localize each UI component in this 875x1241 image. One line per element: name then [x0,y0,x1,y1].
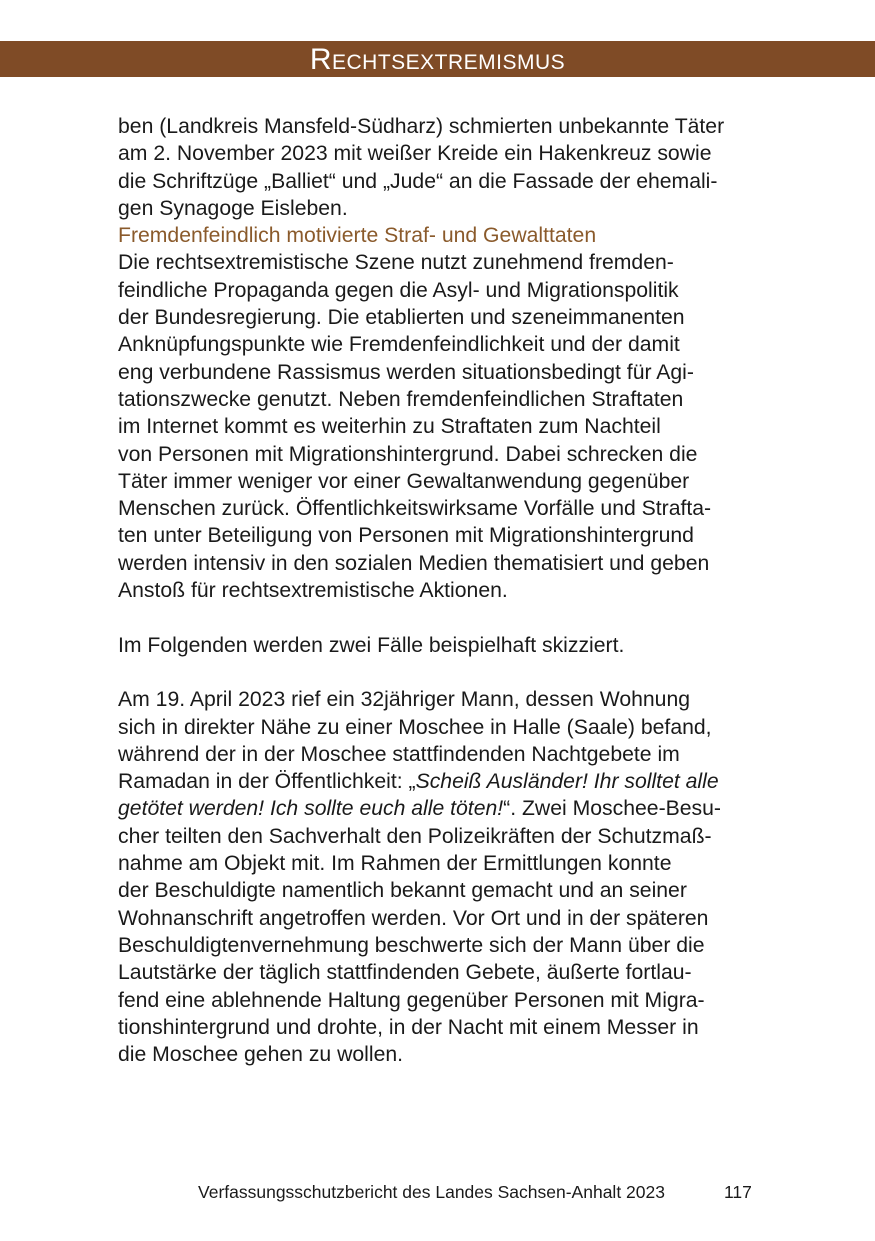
text-line: Täter immer weniger vor einer Gewaltanwendung gegenüber [118,469,690,493]
text-line: fend eine ablehnende Haltung gegenüber Personen mit Migra- [118,988,705,1012]
text-line: der Beschuldigte namentlich bekannt gemacht und an seiner [118,879,687,903]
text-line: tationszwecke genutzt. Neben fremdenfeindlichen Straftaten [118,387,684,411]
text-fragment: “. Zwei Moschee-Besu- [503,797,721,821]
text-line: Anstoß für rechtsextremistische Aktionen. [118,579,508,603]
text-line [118,768,768,795]
text-line: die Moschee gehen zu wollen. [118,1043,404,1067]
paragraph-xenophobic-propaganda [118,249,768,604]
footer-publication-title: Verfassungsschutzbericht des Landes Sachsen-Anhalt 2023 [198,1182,665,1202]
page-content [118,113,768,1068]
text-line: tionshintergrund und drohte, in der Nacht mit einem Messer in [118,1015,699,1039]
text-line: eng verbundene Rassismus werden situationsbedingt für Agi- [118,360,694,384]
quoted-statement: Scheiß Ausländer! Ihr solltet alle [415,770,719,794]
text-line: feindliche Propaganda gegen die Asyl- und Migrationspolitik [118,278,679,302]
text-line: die Schriftzüge „Balliet“ und „Jude“ an die Fassade der ehemali- [118,169,718,193]
text-fragment: Ramadan in der Öffentlichkeit: „ [118,770,416,794]
section-title: Rechtsextremismus [309,43,566,76]
text-line: gen Synagoge Eisleben. [118,196,348,220]
text-line: Am 19. April 2023 rief ein 32jähriger Mann, dessen Wohnung [118,688,691,712]
text-line: der Bundesregierung. Die etablierten und szeneimmanenten [118,306,685,330]
text-line: Beschuldigtenvernehmung beschwerte sich der Mann über die [118,933,705,957]
text-line: während der in der Moschee stattfindenden Nachtgebete im [118,742,680,766]
text-line: Lautstärke der täglich stattfindenden Gebete, äußerte fortlau- [118,961,692,985]
text-line: Wohnanschrift angetroffen werden. Vor Ort und in der späteren [118,906,709,930]
page-number: 117 [724,1182,752,1202]
text-line: am 2. November 2023 mit weißer Kreide ein Hakenkreuz sowie [118,142,712,166]
text-line: ten unter Beteiligung von Personen mit Migrationshintergrund [118,524,694,548]
text-line: Menschen zurück. Öffentlichkeitswirksame Vorfälle und Strafta- [118,497,712,521]
page-footer [0,1178,875,1208]
text-line: sich in direkter Nähe zu einer Moschee in Halle (Saale) befand, [118,715,712,739]
subsection-heading: Fremdenfeindlich motivierte Straf- und Gewalttaten [118,224,597,248]
quoted-statement: getötet werden! Ich sollte euch alle töten! [118,797,504,821]
text-line: ben (Landkreis Mansfeld-Südharz) schmierten unbekannte Täter [118,115,725,138]
text-line: werden intensiv in den sozialen Medien thematisiert und geben [118,551,710,575]
paragraph-mosque-case [118,686,768,1068]
text-line [118,795,768,822]
paragraph-intro-cases: Im Folgenden werden zwei Fälle beispielhaft skizziert. [118,633,625,657]
text-line: Die rechtsextremistische Szene nutzt zunehmend fremden- [118,251,674,275]
section-header-band [0,41,875,77]
text-line: cher teilten den Sachverhalt den Polizeikräften der Schutzmaß- [118,824,712,848]
text-line: Anknüpfungspunkte wie Fremdenfeindlichkeit und der damit [118,333,680,357]
text-line: von Personen mit Migrationshintergrund. Dabei schrecken die [118,442,698,466]
paragraph-synagogue-incident [118,113,768,222]
text-line: im Internet kommt es weiterhin zu Straftaten zum Nachteil [118,415,661,439]
text-line: nahme am Objekt mit. Im Rahmen der Ermittlungen konnte [118,852,672,876]
